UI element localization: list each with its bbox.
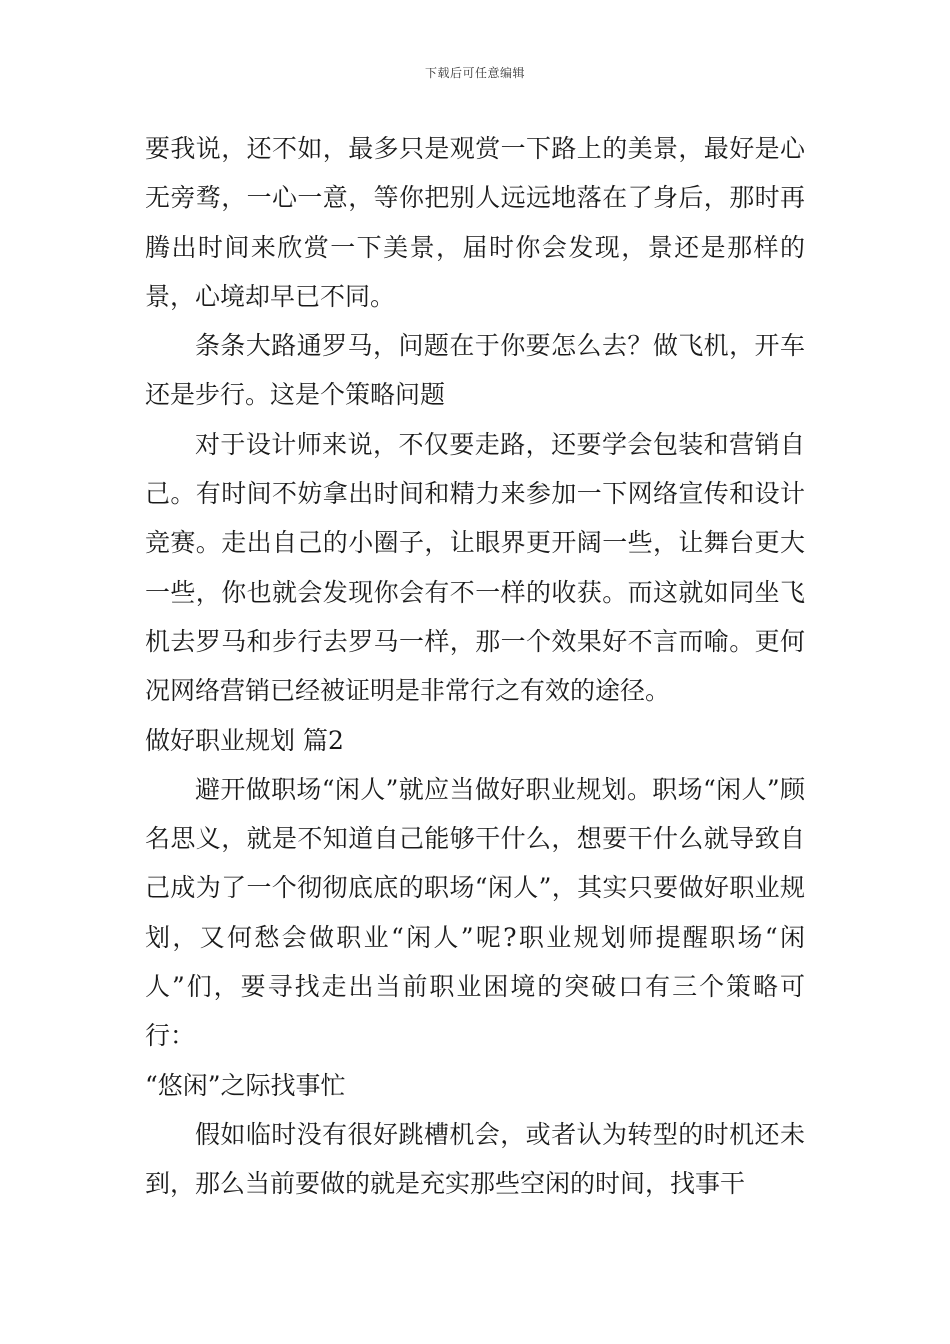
section-heading: 做好职业规划 篇2 xyxy=(145,725,344,755)
paragraph-continuation: 要我说，还不如，最多只是观赏一下路上的美景，最好是心无旁骛，一心一意，等你把别人远远地落在了身后，那时再腾出时间来欣赏一下美景，届时你会发现，景还是那样的景，心境却早已不同。 xyxy=(145,134,805,311)
paragraph-idle-people: 避开做职场“闲人”就应当做好职业规划。职场“闲人”顾名思义，就是不知道自己能够干什么，想要干什么就导致自己成为了一个彻彻底底的职场“闲人”，其实只要做好职业规划，又何愁会做职业“闲人”呢?职业规划师提醒职场“闲人”们，要寻找走出当前职业困境的突破口有三个策略可行： xyxy=(145,774,806,1051)
page-header: 下载后可任意编辑 xyxy=(424,66,525,80)
paragraph-designer: 对于设计师来说，不仅要走路，还要学会包装和营销自己。有时间不妨拿出时间和精力来参加一下网络宣传和设计竞赛。走出自己的小圈子，让眼界更开阔一些，让舞台更大一些，你也就会发现你会有不一样的收获。而这就如同坐飞机去罗马和步行去罗马一样，那一个效果好不言而喻。更何况网络营销已经被证明是非常行之有效的途径。 xyxy=(145,429,805,706)
document-body xyxy=(145,124,805,1209)
subheading: “悠闲”之际找事忙 xyxy=(145,1070,346,1100)
paragraph-rome: 条条大路通罗马，问题在于你要怎么去？做飞机，开车还是步行。这是个策略问题 xyxy=(145,331,805,410)
paragraph-fill-time: 假如临时没有很好跳槽机会，或者认为转型的时机还未到，那么当前要做的就是充实那些空闲的时间，找事干 xyxy=(145,1119,805,1199)
